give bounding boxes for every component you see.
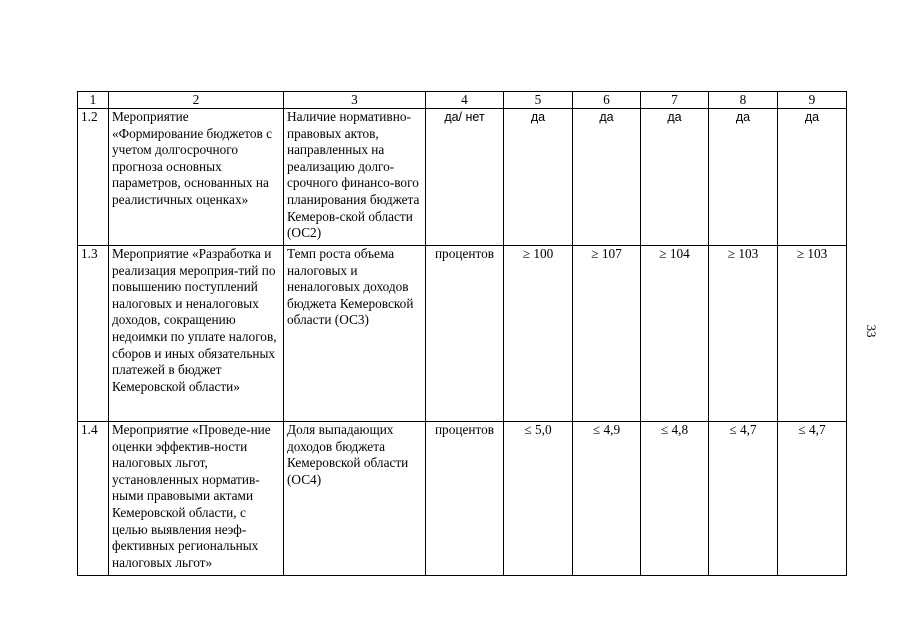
value-cell: ≥ 103 xyxy=(778,246,847,422)
activity-cell: Мероприятие «Разработка и реализация мероприя-тий по повышению поступлений налоговых и неналоговых доходов, сокращению недоимки по уплате налогов, сборов и иных обязательных платежей в бюджет Кемеровской области» xyxy=(109,246,284,422)
header-col-7: 7 xyxy=(641,92,709,109)
value-cell: да xyxy=(573,109,641,246)
value-cell: да xyxy=(641,109,709,246)
row-number: 1.4 xyxy=(78,422,109,576)
unit-cell: процентов xyxy=(426,246,504,422)
header-col-5: 5 xyxy=(504,92,573,109)
row-number: 1.2 xyxy=(78,109,109,246)
header-col-2: 2 xyxy=(109,92,284,109)
row-number: 1.3 xyxy=(78,246,109,422)
header-col-9: 9 xyxy=(778,92,847,109)
indicator-cell: Темп роста объема налоговых и неналоговых доходов бюджета Кемеровской области (ОС3) xyxy=(284,246,426,422)
value-cell: ≤ 4,9 xyxy=(573,422,641,576)
value-cell: ≤ 4,7 xyxy=(709,422,778,576)
activity-cell: Мероприятие «Формирование бюджетов с учетом долгосрочного прогноза основных параметров, основанных на реалистичных оценках» xyxy=(109,109,284,246)
value-cell: ≤ 5,0 xyxy=(504,422,573,576)
page-number: 33 xyxy=(864,324,879,338)
value-cell: да xyxy=(709,109,778,246)
indicator-cell: Наличие нормативно-правовых актов, направленных на реализацию долго-срочного финансо-вого планирования бюджета Кемеров-ской области (ОС2) xyxy=(284,109,426,246)
table-row xyxy=(78,109,847,246)
header-col-1: 1 xyxy=(78,92,109,109)
value-cell: да xyxy=(504,109,573,246)
header-col-8: 8 xyxy=(709,92,778,109)
unit-cell: процентов xyxy=(426,422,504,576)
value-cell: да xyxy=(778,109,847,246)
value-cell: ≥ 103 xyxy=(709,246,778,422)
table-row xyxy=(78,246,847,422)
value-cell: ≥ 107 xyxy=(573,246,641,422)
value-cell: ≤ 4,8 xyxy=(641,422,709,576)
table-header-row xyxy=(78,92,847,109)
indicators-table xyxy=(77,91,847,576)
indicator-cell: Доля выпадающих доходов бюджета Кемеровской области (ОС4) xyxy=(284,422,426,576)
header-col-6: 6 xyxy=(573,92,641,109)
header-col-3: 3 xyxy=(284,92,426,109)
activity-cell: Мероприятие «Проведе-ние оценки эффектив-ности налоговых льгот, установленных норматив-ными правовыми актами Кемеровской области, с целью выявления неэф-фективных региональных налоговых льгот» xyxy=(109,422,284,576)
unit-cell: да/ нет xyxy=(426,109,504,246)
header-col-4: 4 xyxy=(426,92,504,109)
value-cell: ≥ 104 xyxy=(641,246,709,422)
value-cell: ≥ 100 xyxy=(504,246,573,422)
table-row xyxy=(78,422,847,576)
value-cell: ≤ 4,7 xyxy=(778,422,847,576)
